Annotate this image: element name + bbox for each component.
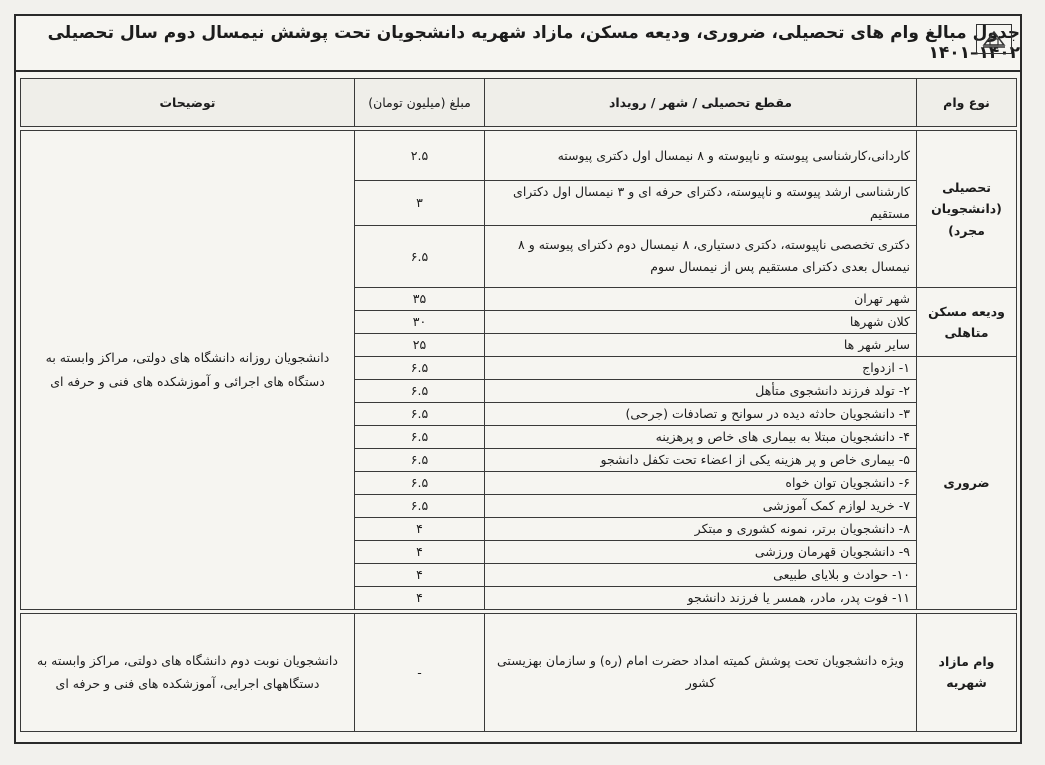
row-desc: کاردانی،کارشناسی پیوسته و ناپیوسته و ۸ نیمسال اول دکتری پیوسته: [485, 131, 917, 181]
row-desc: ۵- بیماری خاص و پر هزینه یکی از اعضاء تحت تکفل دانشجو: [485, 448, 917, 471]
row-amount: ۶.۵: [355, 402, 485, 425]
row-amount: -: [355, 613, 485, 731]
type-urgent: ضروری: [917, 356, 1017, 609]
row-desc: ۷- خرید لوازم کمک آموزشی: [485, 494, 917, 517]
row-desc: ۹- دانشجویان قهرمان ورزشی: [485, 540, 917, 563]
row-amount: ۲.۵: [355, 131, 485, 181]
type-tuition: وام مازاد شهریه: [917, 613, 1017, 731]
row-desc: کلان شهرها: [485, 310, 917, 333]
row-amount: ۳: [355, 181, 485, 226]
row-desc: ۴- دانشجویان مبتلا به بیماری های خاص و پرهزینه: [485, 425, 917, 448]
row-desc: ۱- ازدواج: [485, 356, 917, 379]
title-bar: [16, 16, 1020, 72]
table-row: [21, 131, 1017, 181]
row-amount: ۴: [355, 586, 485, 609]
table-row: [21, 613, 1017, 731]
row-desc: سایر شهر ها: [485, 333, 917, 356]
type-housing: ودیعه مسکن متاهلی: [917, 287, 1017, 356]
row-amount: ۶.۵: [355, 356, 485, 379]
note-tuition: دانشجویان نوبت دوم دانشگاه های دولتی، مراکز وابسته به دستگاههای اجرایی، آموزشکده های فنی و حرفه ای: [21, 613, 355, 731]
type-education: تحصیلی (دانشجویان مجرد): [917, 131, 1017, 288]
row-amount: ۴: [355, 563, 485, 586]
row-desc: ۳- دانشجویان حادثه دیده در سوانح و تصادفات (جرحی): [485, 402, 917, 425]
row-amount: ۲۵: [355, 333, 485, 356]
row-desc: ۶- دانشجویان توان خواه: [485, 471, 917, 494]
row-desc: کارشناسی ارشد پیوسته و ناپیوسته، دکترای حرفه ای و ۳ نیمسال اول دکترای مستقیم: [485, 181, 917, 226]
header-section: مقطع تحصیلی / شهر / رویداد: [485, 79, 917, 127]
row-desc: ویژه دانشجویان تحت پوشش کمیته امداد حضرت امام (ره) و سازمان بهزیستی کشور: [485, 613, 917, 731]
header-amount: مبلغ (میلیون تومان): [355, 79, 485, 127]
row-amount: ۴: [355, 540, 485, 563]
header-notes: توضیحات: [21, 79, 355, 127]
row-amount: ۶.۵: [355, 471, 485, 494]
loan-table-sheet: [14, 14, 1022, 744]
university-logo-icon: [976, 24, 1012, 54]
row-desc: شهر تهران: [485, 287, 917, 310]
row-amount: ۴: [355, 517, 485, 540]
row-amount: ۶.۵: [355, 225, 485, 287]
row-amount: ۶.۵: [355, 494, 485, 517]
note-main: دانشجویان روزانه دانشگاه های دولتی، مراکز وابسته به دستگاه های اجرائی و آموزشکده های فنی و حرفه ای: [21, 131, 355, 610]
loan-table: [20, 78, 1017, 732]
row-amount: ۳۵: [355, 287, 485, 310]
row-amount: ۶.۵: [355, 425, 485, 448]
row-amount: ۳۰: [355, 310, 485, 333]
page-title: جدول مبالغ وام های تحصیلی، ضروری، ودیعه مسکن، مازاد شهریه دانشجویان تحت پوشش نیمسال دوم سال تحصیلی ۱۴۰۲–۱۴۰۱: [47, 23, 1020, 63]
row-desc: ۱۰- حوادث و بلایای طبیعی: [485, 563, 917, 586]
row-desc: ۱۱- فوت پدر، مادر، همسر یا فرزند دانشجو: [485, 586, 917, 609]
row-amount: ۶.۵: [355, 379, 485, 402]
table-header-row: [21, 79, 1017, 127]
header-type: نوع وام: [917, 79, 1017, 127]
row-desc: دکتری تخصصی ناپیوسته، دکتری دستیاری، ۸ نیمسال دوم دکترای پیوسته و ۸ نیمسال بعدی دکترای مستقیم پس از نیمسال سوم: [485, 225, 917, 287]
row-desc: ۸- دانشجویان برتر، نمونه کشوری و مبتکر: [485, 517, 917, 540]
row-desc: ۲- تولد فرزند دانشجوی متأهل: [485, 379, 917, 402]
row-amount: ۶.۵: [355, 448, 485, 471]
